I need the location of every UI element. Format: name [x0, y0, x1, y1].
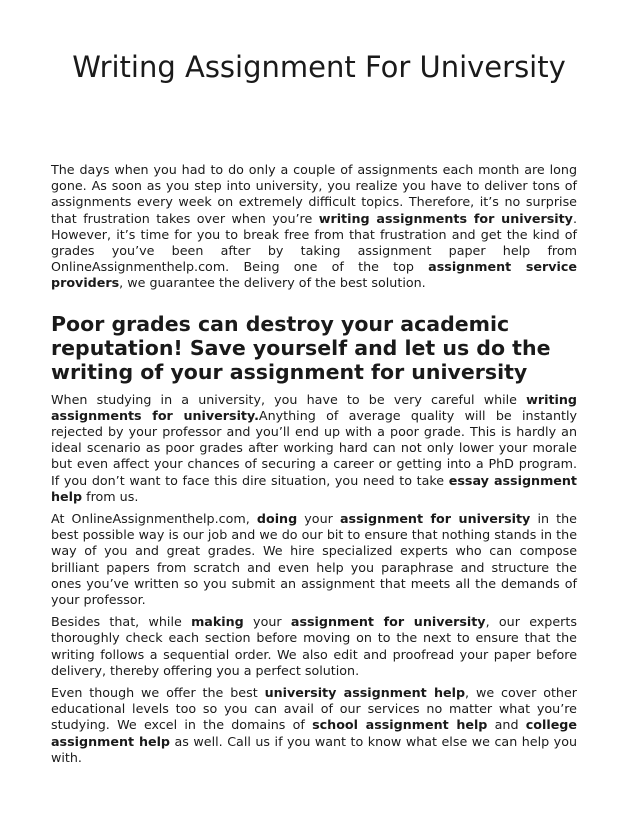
p4-text-3: , our experts thoroughly check each section before moving on to the next to ensure that the writing follows a sequential order. We also edit and proofread your paper before delivery, thereby offering you a perfect solution. — [51, 614, 577, 678]
document-title: Writing Assignment For University — [72, 50, 566, 84]
p5-bold-2: school assignment help — [312, 717, 488, 733]
p3-bold-1: doing — [256, 511, 298, 527]
p3-text-1: At OnlineAssignmenthelp.com, — [51, 511, 257, 527]
p2-bold-1: writing assignments for university. — [51, 391, 577, 423]
p5-text-4: as well. Call us if you want to know what else we can help you with. — [51, 733, 577, 765]
paragraph-3 — [51, 511, 577, 608]
p2-text-3: from us. — [82, 488, 139, 504]
p4-text-1: Besides that, while — [51, 614, 192, 630]
p4-text-2: your — [243, 614, 291, 630]
p4-bold-1: making — [191, 614, 244, 630]
p5-bold-1: university assignment help — [264, 685, 466, 701]
document-body — [51, 162, 577, 772]
p2-bold-2: essay assignment help — [51, 472, 577, 504]
intro-bold-2: assignment service providers — [51, 259, 577, 291]
p5-bold-3: college assignment help — [51, 717, 577, 749]
p5-text-3: and — [487, 717, 526, 733]
paragraph-2 — [51, 392, 577, 505]
paragraph-5 — [51, 685, 577, 766]
intro-text-1: The days when you had to do only a couple of assignments each month are long gone. As soon as you step into university, you realize you have to deliver tons of assignments every week on extremely difficult topics. Therefore, it’s no surprise that frustration takes over when you’re — [51, 162, 577, 226]
intro-text-3: , we guarantee the delivery of the best solution. — [119, 275, 426, 291]
intro-text-2: . However, it’s time for you to break free from that frustration and get the kind of grades you’ve been after by taking assignment paper help from OnlineAssignmenthelp.com. Being one of the top — [51, 210, 577, 275]
p2-text-2: Anything of average quality will be instantly rejected by your professor and you’ll end up with a poor grade. This is hardly an ideal scenario as poor grades after working hard can not only lower your morale but even affect your chances of securing a career or getting into a PhD program. If you don’t want to face this dire situation, you need to take — [51, 407, 577, 488]
p3-text-3: in the best possible way is our job and we do our bit to ensure that nothing stands in the way of you and great grades. We hire specialized experts who can compose brilliant papers from scratch and even help you paraphrase and structure the ones you’ve written so you submit an assignment that meets all the demands of your professor. — [51, 511, 577, 608]
p3-text-2: your — [297, 511, 340, 527]
p5-text-2: , we cover other educational levels too so you can avail of our services no matter what you’re studying. We excel in the domains of — [51, 685, 577, 733]
p5-text-1: Even though we offer the best — [51, 685, 265, 701]
p3-bold-2: assignment for university — [339, 511, 531, 527]
intro-paragraph — [51, 162, 577, 292]
intro-bold-1: writing assignments for university — [318, 210, 573, 226]
p2-text-1: When studying in a university, you have to be very careful while — [51, 391, 527, 407]
section-heading: Poor grades can destroy your academic reputation! Save yourself and let us do the writing of your assignment for university — [51, 311, 551, 384]
p4-bold-2: assignment for university — [290, 614, 486, 630]
paragraph-4 — [51, 614, 577, 679]
